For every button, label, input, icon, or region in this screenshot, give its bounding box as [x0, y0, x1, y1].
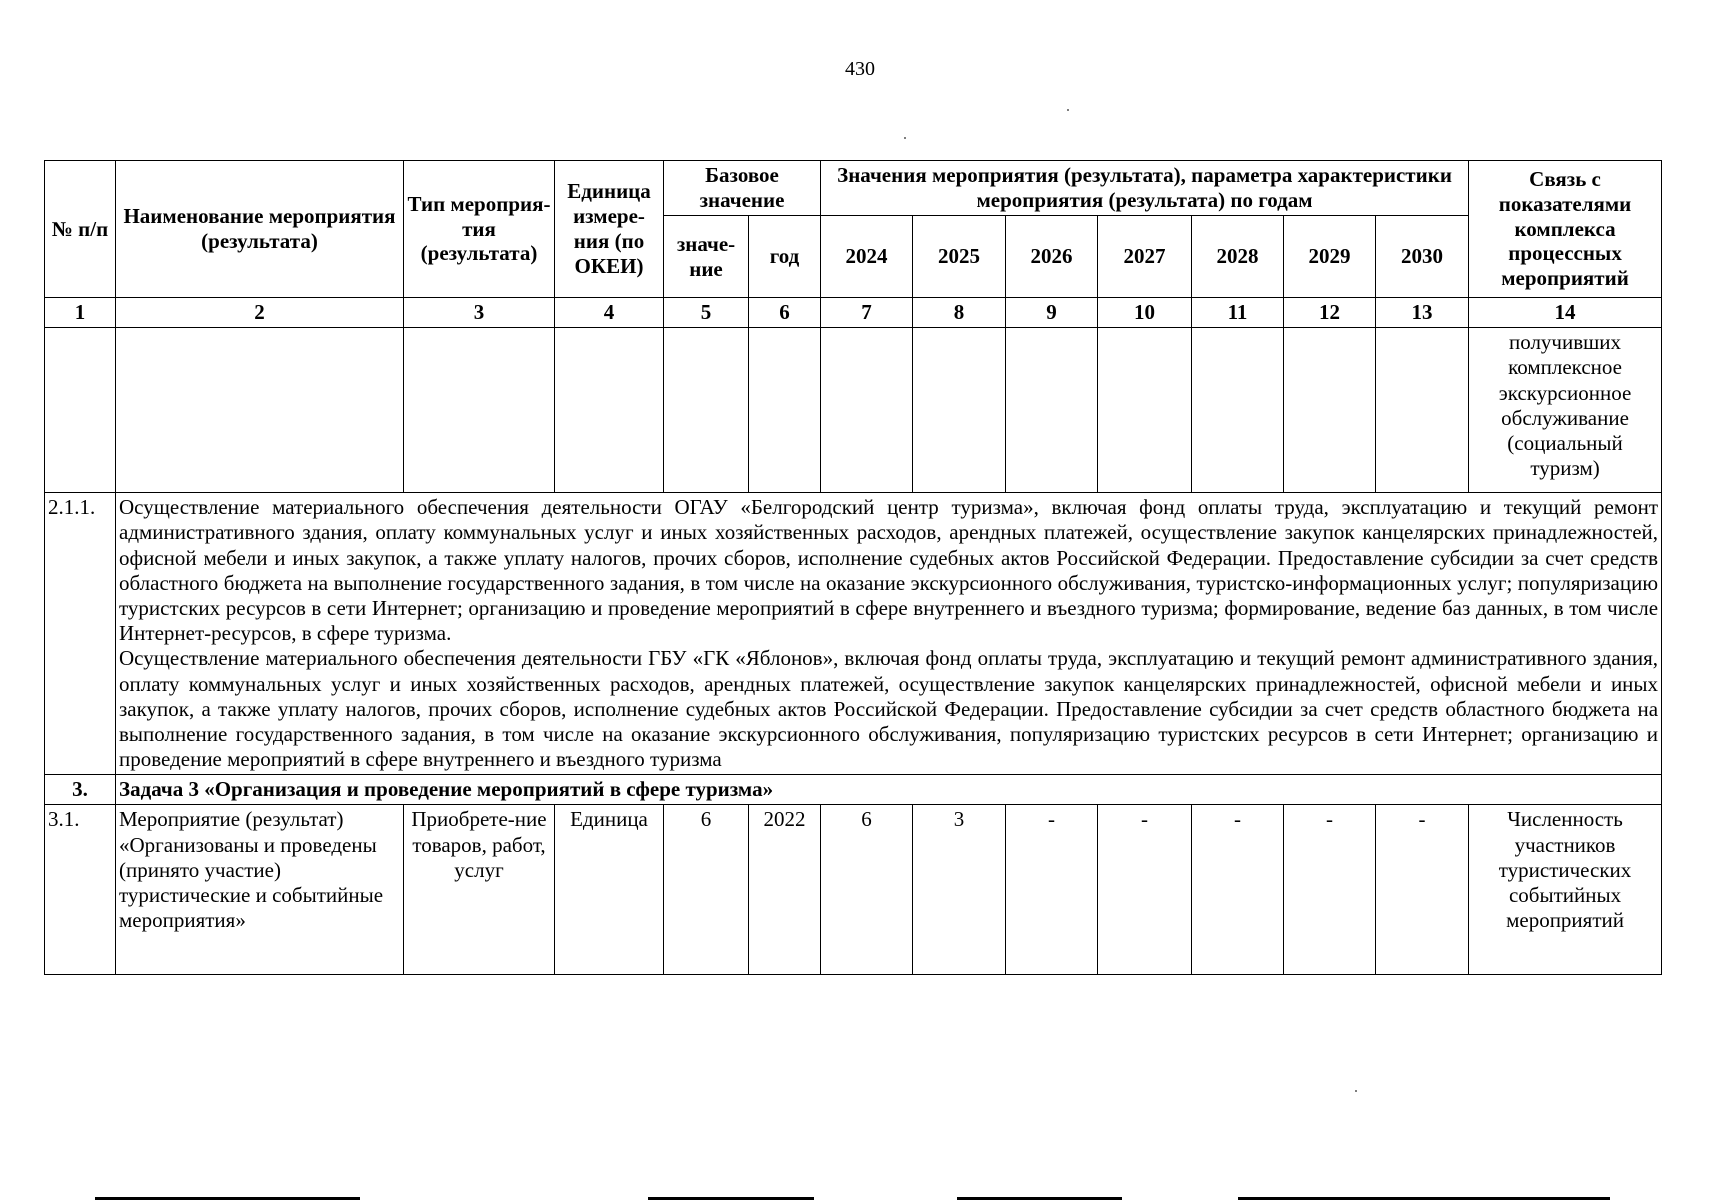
measure-type: Приобрете-ние товаров, работ, услуг	[404, 805, 555, 975]
column-number: 4	[555, 298, 664, 328]
empty-cell	[1098, 328, 1192, 493]
header-year: 2029	[1284, 216, 1376, 298]
column-number: 13	[1376, 298, 1469, 328]
value-2029: -	[1284, 805, 1376, 975]
empty-cell	[1376, 328, 1469, 493]
page-number: 430	[845, 58, 875, 80]
header-values-by-year: Значения мероприятия (результата), параметра характеристики мероприятия (результата) по годам	[821, 161, 1469, 216]
empty-cell	[749, 328, 821, 493]
measure-name: Мероприятие (результат) «Организованы и проведены (принято участие) туристические и событийные мероприятия»	[116, 805, 404, 975]
column-number: 7	[821, 298, 913, 328]
header-type: Тип мероприя-тия (результата)	[404, 161, 555, 298]
task-row	[45, 775, 1662, 805]
header-year: 2026	[1006, 216, 1098, 298]
value-2025: 3	[913, 805, 1006, 975]
column-number: 6	[749, 298, 821, 328]
value-2024: 6	[821, 805, 913, 975]
value-2026: -	[1006, 805, 1098, 975]
row-3-1	[45, 805, 1662, 975]
header-year: 2030	[1376, 216, 1469, 298]
column-number: 10	[1098, 298, 1192, 328]
column-number: 5	[664, 298, 749, 328]
header-year: 2025	[913, 216, 1006, 298]
row-2-1-1	[45, 493, 1662, 775]
empty-cell	[1192, 328, 1284, 493]
header-base-year: год	[749, 216, 821, 298]
base-value: 6	[664, 805, 749, 975]
description-paragraph: Осуществление материального обеспечения деятельности ОГАУ «Белгородский центр туризма», включая фонд оплаты труда, эксплуатацию и текущий ремонт административного здания, оплату коммунальных услуг и иных хозяйственных расходов, арендных платежей, осуществление закупок канцелярских принадлежностей, офисной мебели и иных закупок, а также уплату налогов, прочих сборов, исполнение судебных актов Российской Федерации. Предоставление субсидии за счет средств областного бюджета на выполнение государственного задания, в том числе на оказание экскурсионного обслуживания, туристско-информационных услуг; популяризацию туристских ресурсов в сети Интернет; организацию и проведение мероприятий в сфере внутреннего и въездного туризма; формирование, ведение баз данных, в том числе Интернет-ресурсов, в сфере туризма.	[119, 495, 1659, 646]
measure-unit: Единица	[555, 805, 664, 975]
row-number: 2.1.1.	[45, 493, 116, 775]
header-base: Базовое значение	[664, 161, 821, 216]
column-number: 9	[1006, 298, 1098, 328]
header-no: № п/п	[45, 161, 116, 298]
link-indicator: Численность участников туристических событийных мероприятий	[1469, 805, 1662, 975]
column-number: 12	[1284, 298, 1376, 328]
header-year: 2027	[1098, 216, 1192, 298]
description-cell	[116, 493, 1662, 775]
value-2027: -	[1098, 805, 1192, 975]
empty-cell	[1006, 328, 1098, 493]
empty-cell	[821, 328, 913, 493]
empty-cell	[555, 328, 664, 493]
link-cell: получивших комплексное экскурсионное обслуживание (социальный туризм)	[1469, 328, 1662, 493]
empty-cell	[913, 328, 1006, 493]
scan-speck	[1355, 1090, 1357, 1092]
value-2028: -	[1192, 805, 1284, 975]
base-year: 2022	[749, 805, 821, 975]
empty-cell	[664, 328, 749, 493]
empty-cell	[116, 328, 404, 493]
empty-cell	[1284, 328, 1376, 493]
empty-cell	[45, 328, 116, 493]
task-number: 3.	[45, 775, 116, 805]
row-number: 3.1.	[45, 805, 116, 975]
measures-table	[44, 160, 1662, 975]
task-title: Задача 3 «Организация и проведение мероприятий в сфере туризма»	[116, 775, 1662, 805]
column-number: 1	[45, 298, 116, 328]
column-number: 8	[913, 298, 1006, 328]
header-link: Связь с показателями комплекса процессных мероприятий	[1469, 161, 1662, 298]
description-paragraph: Осуществление материального обеспечения деятельности ГБУ «ГК «Яблонов», включая фонд оплаты труда, эксплуатацию и текущий ремонт административного здания, оплату коммунальных услуг и иных хозяйственных расходов, арендных платежей, осуществление закупок канцелярских принадлежностей, офисной мебели и иных закупок, а также уплату налогов, прочих сборов, исполнение судебных актов Российской Федерации. Предоставление субсидии за счет средств областного бюджета на выполнение государственного задания, в том числе на оказание экскурсионного обслуживания, популяризацию туристских ресурсов в сети Интернет; организацию и проведение мероприятий в сфере внутреннего и въездного туризма	[119, 646, 1659, 772]
value-2030: -	[1376, 805, 1469, 975]
column-number: 11	[1192, 298, 1284, 328]
continuation-row	[45, 328, 1662, 493]
header-unit: Единица измере-ния (по ОКЕИ)	[555, 161, 664, 298]
header-year: 2028	[1192, 216, 1284, 298]
column-number: 14	[1469, 298, 1662, 328]
column-number: 3	[404, 298, 555, 328]
header-base-value: значе-ние	[664, 216, 749, 298]
column-number: 2	[116, 298, 404, 328]
header-name: Наименование мероприятия (результата)	[116, 161, 404, 298]
empty-cell	[404, 328, 555, 493]
scan-speck	[904, 137, 906, 139]
header-year: 2024	[821, 216, 913, 298]
scan-speck	[1067, 109, 1069, 111]
header-row-1	[45, 161, 1662, 216]
column-number-row	[45, 298, 1662, 328]
